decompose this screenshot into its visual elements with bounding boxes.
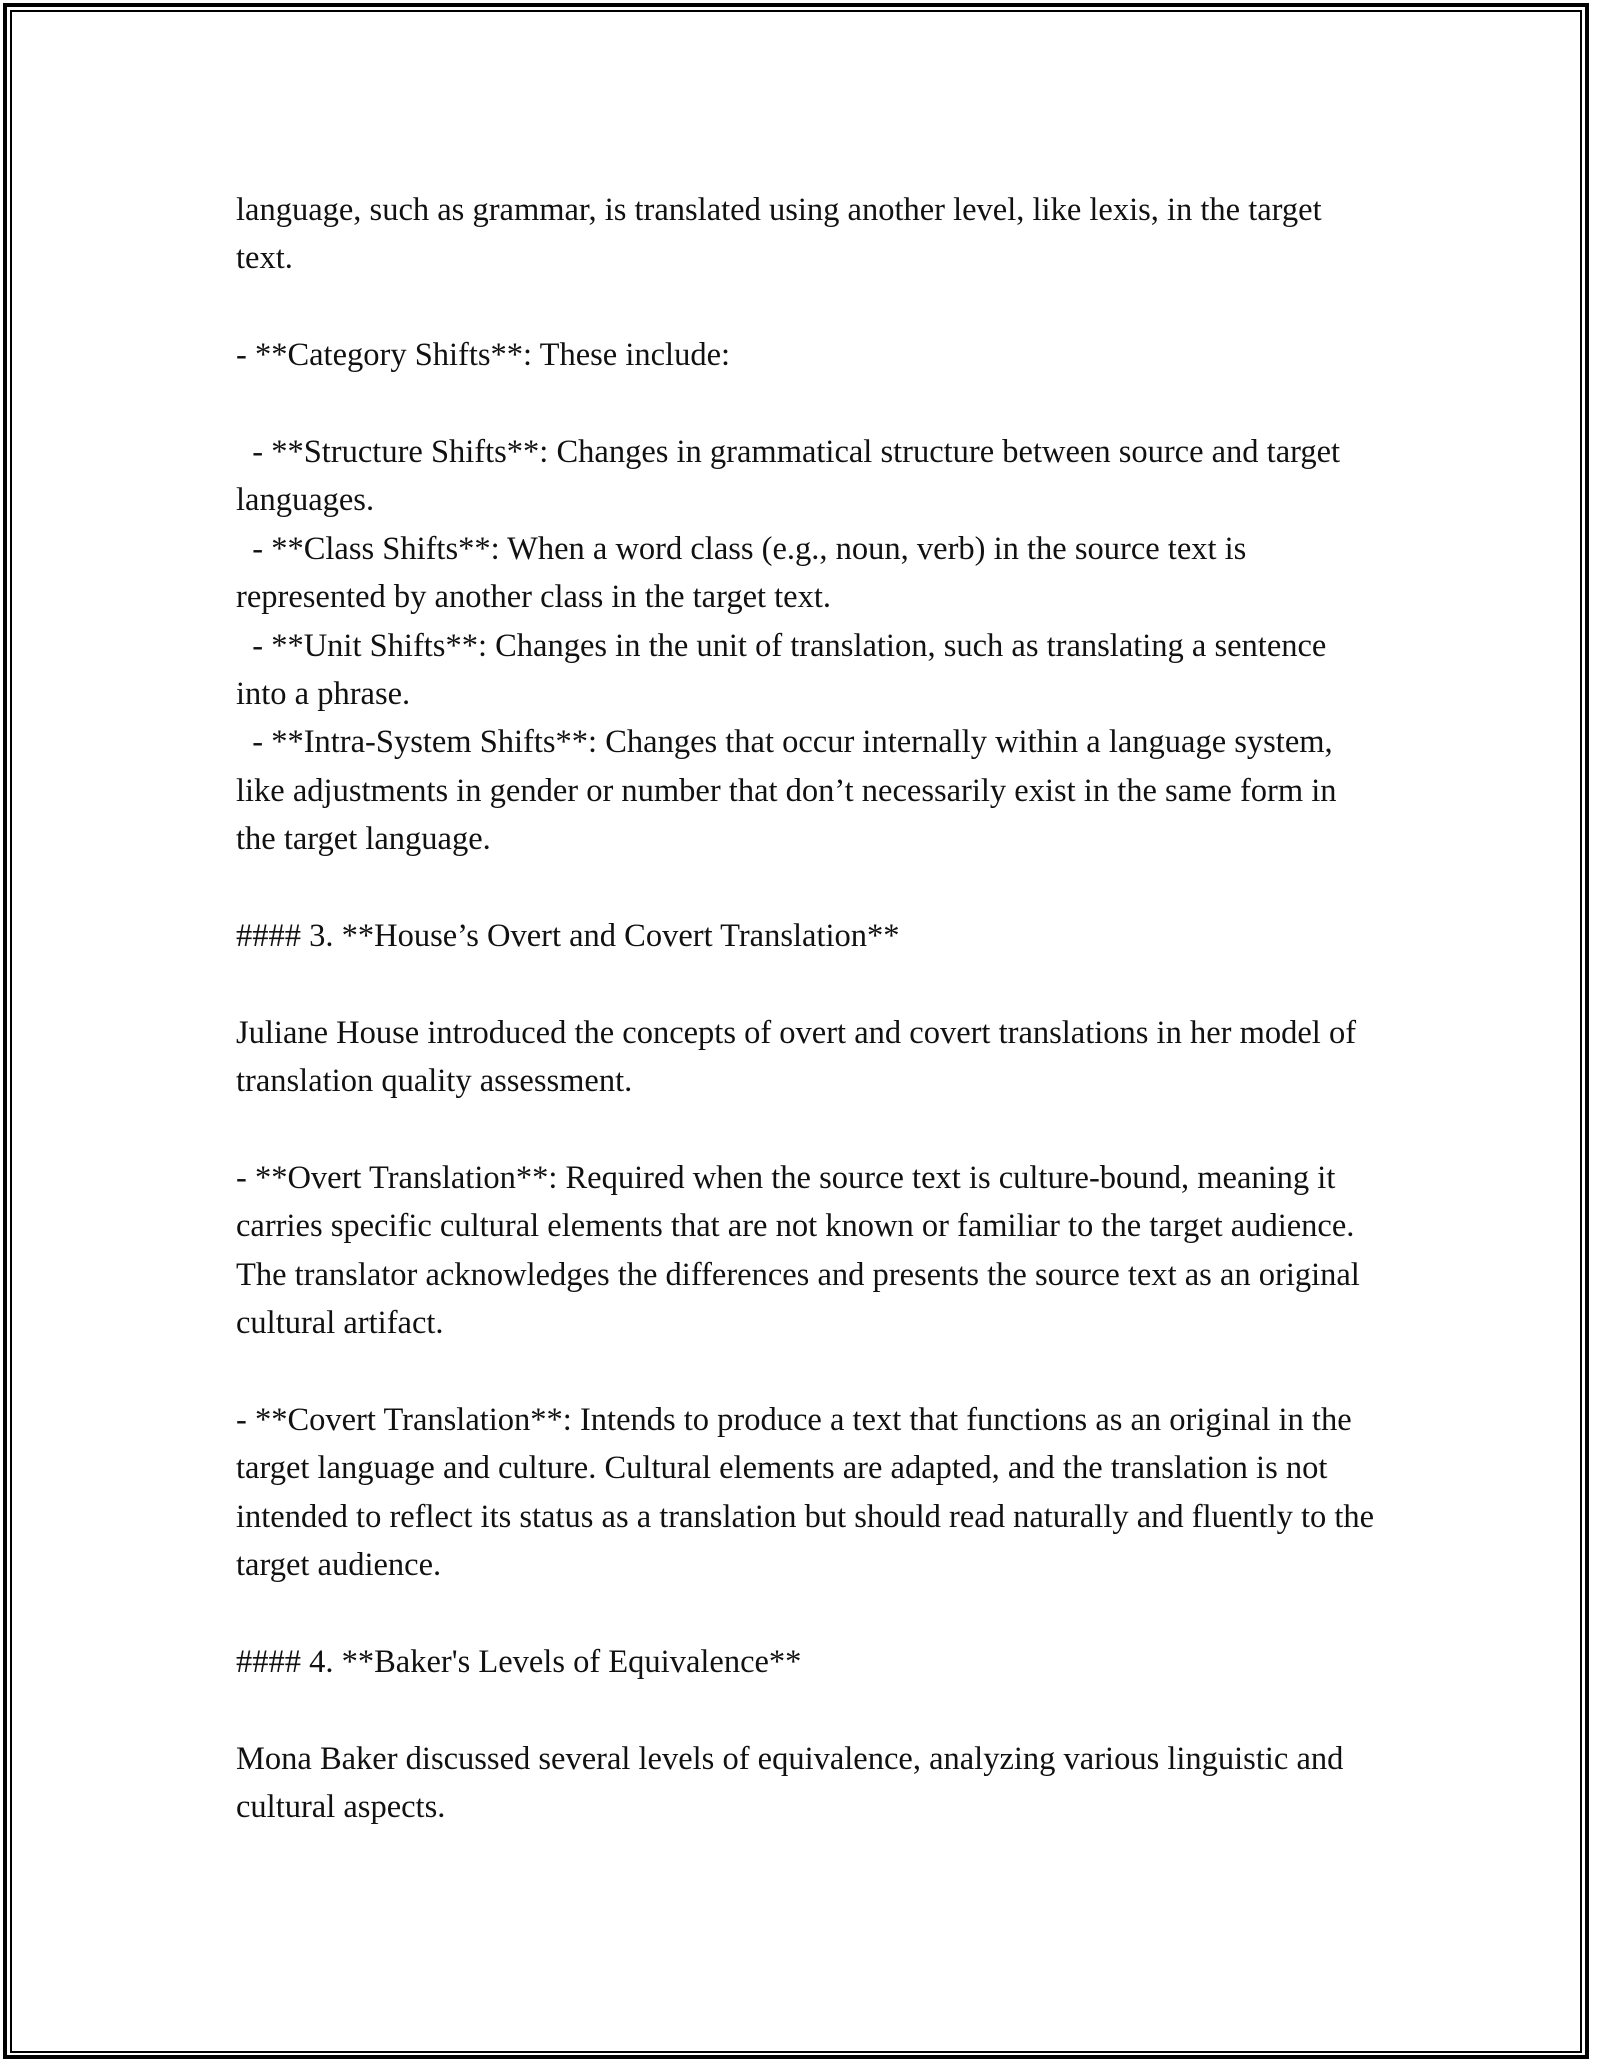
- document-body: [236, 186, 1383, 1880]
- list-item-intra-system-shifts: - **Intra-System Shifts**: Changes that occur internally within a language system, like adjustments in gender or number that don’t necessarily exist in the same form in the target language.: [236, 724, 1345, 858]
- list-item-unit-shifts: - **Unit Shifts**: Changes in the unit of translation, such as translating a sentence into a phrase.: [236, 627, 1335, 713]
- list-item-structure-shifts: - **Structure Shifts**: Changes in grammatical structure between source and target languages.: [236, 434, 1349, 519]
- list-item-class-shifts: - **Class Shifts**: When a word class (e.g., noun, verb) in the source text is represented by another class in the target text.: [236, 530, 1255, 616]
- list-item-overt-translation: - **Overt Translation**: Required when the source text is culture-bound, meaning it carries specific cultural elements that are not known or familiar to the target audience. The translator acknowledges the differences and presents the source text as an original cultural artifact.: [236, 1160, 1368, 1342]
- list-item-category-shifts: - **Category Shifts**: These include:: [236, 337, 731, 374]
- paragraph-house-intro: Juliane House introduced the concepts of overt and covert translations in her model of translation quality assessment.: [236, 1014, 1365, 1100]
- section-heading-house: #### 3. **House’s Overt and Covert Translation**: [236, 918, 900, 955]
- section-heading-baker: #### 4. **Baker's Levels of Equivalence**: [236, 1644, 802, 1681]
- paragraph-baker-intro: Mona Baker discussed several levels of equivalence, analyzing various linguistic and cultural aspects.: [236, 1740, 1352, 1826]
- paragraph-intro-continuation: language, such as grammar, is translated using another level, like lexis, in the target text.: [236, 192, 1330, 277]
- list-item-covert-translation: - **Covert Translation**: Intends to produce a text that functions as an original in the target language and culture. Cultural elements are adapted, and the translation is not intended to reflect its status as a translation but should read naturally and fluently to the target audience.: [236, 1402, 1383, 1584]
